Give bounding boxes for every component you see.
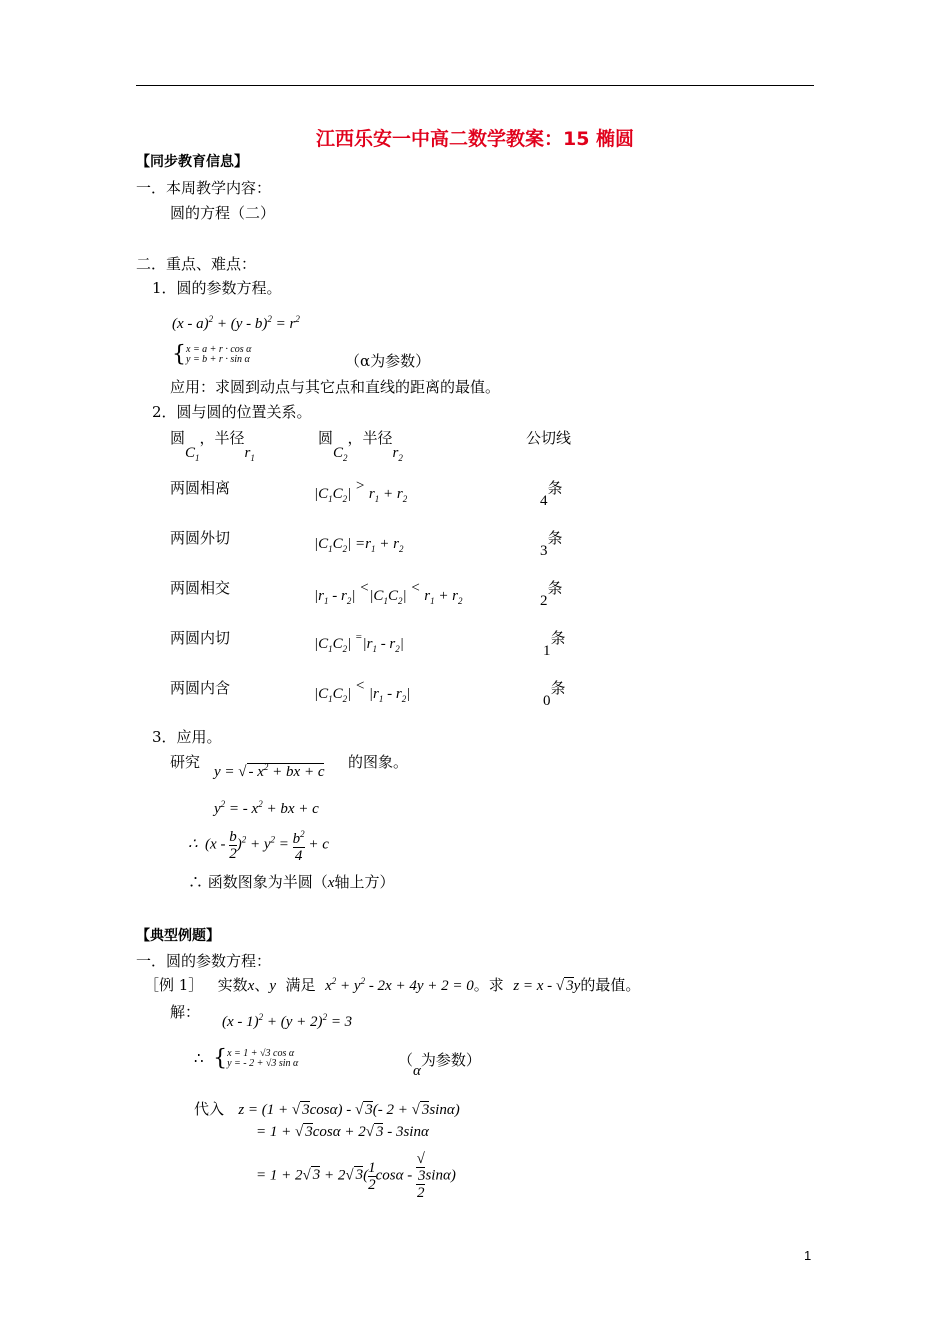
section-examples: 【典型例题】 bbox=[136, 928, 220, 944]
relation-name: 两圆外切 bbox=[170, 529, 231, 547]
part1-heading: 一．本周教学内容： bbox=[136, 179, 272, 197]
page-title: 江西乐安一中高二数学教案：15 椭圆 bbox=[315, 128, 635, 150]
relation-condition: $|C_1C_2| < |r_1 - r_2|$ bbox=[314, 678, 411, 704]
relation-count: 4条 bbox=[540, 479, 563, 509]
relation-count: 0条 bbox=[543, 679, 566, 709]
header-rule bbox=[136, 85, 814, 86]
param-note: （α为参数） bbox=[345, 352, 431, 370]
col-circle1: 圆$C_1$，半径$r_1$ bbox=[170, 429, 255, 463]
sqrt-function: y = √ - $x^2$ + bx + c bbox=[214, 762, 325, 780]
item3-conclusion: ∴ 函数图象为半圆（x轴上方） bbox=[188, 873, 395, 891]
ex-part-heading: 一．圆的参数方程： bbox=[136, 952, 272, 970]
part1-topic: 圆的方程（二） bbox=[170, 204, 276, 222]
relation-name: 两圆内切 bbox=[170, 629, 231, 647]
section-sync-info: 【同步教育信息】 bbox=[136, 154, 248, 170]
item1-application: 应用：求圆到动点与其它点和直线的距离的最值。 bbox=[170, 378, 501, 396]
page-number: 1 bbox=[804, 1248, 812, 1263]
item1-heading: 1．圆的参数方程。 bbox=[152, 279, 282, 297]
squared-equation: $y^2$ = - $x^2$ + bx + c bbox=[214, 799, 319, 817]
example1-statement: ［例 1］ 实数x、y 满足 $x^2 + y^2 - 2x + 4y + 2 = 0$。求 z = x - √ 3y的最值。 bbox=[144, 976, 641, 994]
item3-heading: 3．应用。 bbox=[152, 728, 222, 746]
relation-condition: $|r_1 - r_2| <|C_1C_2| < r_1 + r_2$ bbox=[314, 580, 463, 606]
ex1-step2: = 1 + √ 3cosα + 2√ 3 - 3sinα bbox=[256, 1124, 429, 1140]
relation-condition: $|C_1C_2| > r_1 + r_2$ bbox=[314, 478, 408, 504]
col-circle2: 圆$C_2$，半径$r_2$ bbox=[318, 429, 403, 463]
ex1-param-note: （α为参数） bbox=[398, 1051, 481, 1079]
relation-count: 3条 bbox=[540, 529, 563, 559]
ex1-solution-label: 解： bbox=[170, 1003, 201, 1021]
relation-name: 两圆相交 bbox=[170, 579, 231, 597]
part2-heading: 二．重点、难点： bbox=[136, 255, 257, 273]
ex1-standard-form: $(x - 1)^2 + (y + 2)^2 = 3$ bbox=[222, 1012, 353, 1030]
col-tangent: 公切线 bbox=[526, 429, 572, 447]
relation-condition: $|C_1C_2|$ $^=|r_1 - r_2|$ bbox=[314, 631, 404, 654]
item2-heading: 2．圆与圆的位置关系。 bbox=[152, 403, 312, 421]
ex1-param-system: ∴ {x = 1 + √3 cos α y = - 2 + √3 sin α bbox=[194, 1046, 299, 1071]
relation-count: 1条 bbox=[543, 629, 566, 659]
param-system: {x = a + r · cos α y = b + r · sin α bbox=[172, 342, 252, 367]
item3-graph: 的图象。 bbox=[348, 753, 409, 771]
item3-study: 研究 bbox=[170, 753, 201, 771]
relation-name: 两圆相离 bbox=[170, 479, 231, 497]
circle-standard-equation: $(x - a)^2 + (y - b)^2 = r^2$ bbox=[172, 314, 300, 332]
ex1-substitute: 代入 z = (1 + √ 3cosα) - √ 3(- 2 + √ 3sinα) bbox=[194, 1100, 460, 1118]
relation-condition: $|C_1C_2| =r_1 + r_2$ bbox=[314, 536, 404, 554]
relation-name: 两圆内含 bbox=[170, 679, 231, 697]
relation-count: 2条 bbox=[540, 579, 563, 609]
completed-square: ∴ (x - $\frac{b}{2}$ )$^2 + y^2$ = $\frac{b^2}{4}$ + c bbox=[188, 826, 329, 864]
ex1-step3: = 1 + 2√ 3 + 2√ 3( $\frac{1}{2}$ cosα - √ 3 2 sinα) bbox=[256, 1151, 456, 1201]
